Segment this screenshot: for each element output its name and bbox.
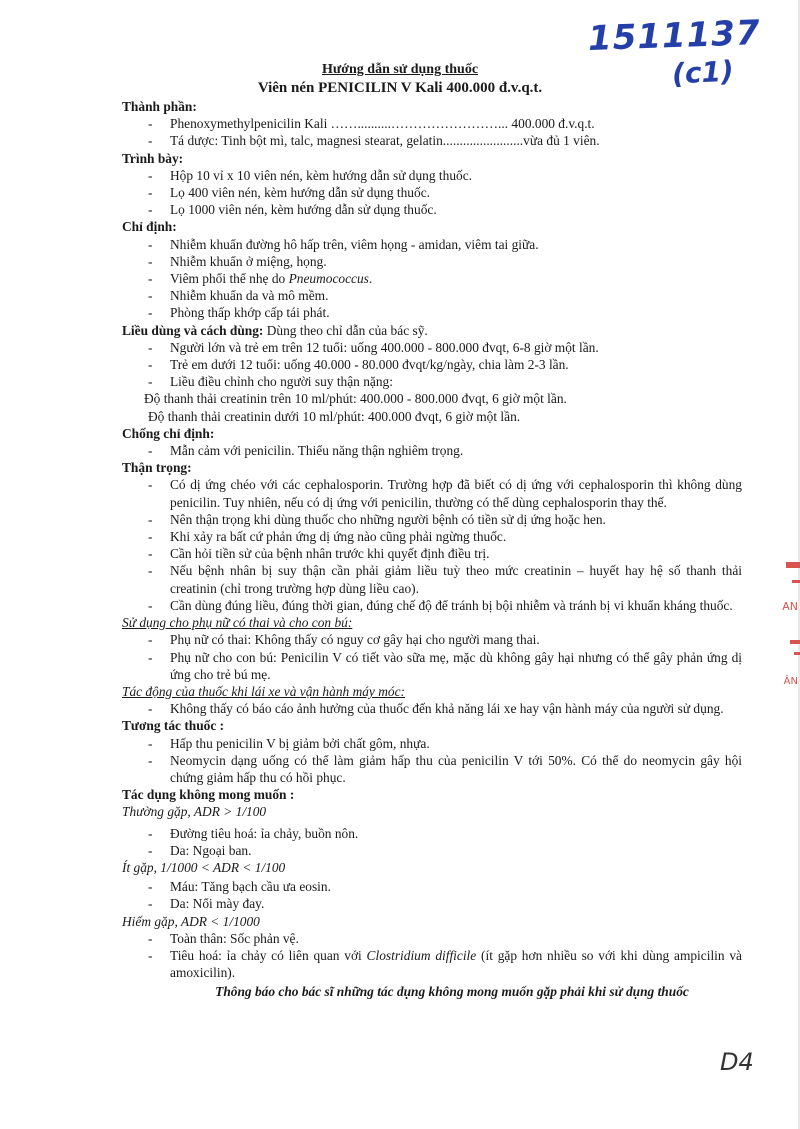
list-item: - Mẫn cảm với penicilin. Thiểu năng thận nghiêm trọng. [122, 442, 742, 459]
list-item: - Phụ nữ có thai: Không thấy có nguy cơ gây hại cho người mang thai. [122, 631, 742, 648]
contraindications-list [122, 442, 742, 459]
adverse-uncommon-label: Ít gặp, 1/1000 < ADR < 1/100 [122, 859, 286, 875]
adverse-common-label: Thường gặp, ADR > 1/100 [122, 804, 267, 820]
list-item: - Máu: Tăng bạch cầu ưa eosin. [122, 878, 742, 895]
dosage-heading: Liều dùng và cách dùng: [122, 322, 264, 338]
driving-list [122, 700, 742, 717]
list-item: - Trẻ em dưới 12 tuổi: uống 40.000 - 80.000 đvqt/kg/ngày, chia làm 2-3 lần. [122, 356, 742, 373]
list-item: - Neomycin dạng uống có thể làm giảm hấp thu của penicilin V tới 50%. Có thể do neomycin gây hội chứng giảm hấp thu có hồi phục. [122, 752, 742, 786]
list-item: - Liều điều chỉnh cho người suy thận nặng: [122, 373, 742, 390]
interactions-list [122, 735, 742, 787]
list-item: - Nhiễm khuẩn da và mô mềm. [122, 287, 742, 304]
list-item: - Tá dược: Tinh bột mì, talc, magnesi stearat, gelatin........................vừa đủ 1 viên. [122, 132, 742, 149]
adverse-rare-list [122, 930, 742, 982]
list-item [122, 270, 742, 287]
document-title: Hướng dẫn sử dụng thuốc [321, 62, 479, 77]
dosage-list [122, 339, 742, 391]
list-item: - Hấp thu penicilin V bị giảm bởi chất gôm, nhựa. [122, 735, 742, 752]
presentation-list [122, 167, 742, 219]
list-item-rest: (ít gặp hơn nhiều so với khi dùng ampicilin và amoxicilin). [170, 947, 742, 981]
precautions-heading: Thận trọng: [122, 460, 192, 476]
list-item: - Cần dùng đúng liều, đúng thời gian, đúng chế độ để tránh bị bội nhiễm và tránh bị vi khuẩn kháng thuốc. [122, 597, 742, 614]
list-item-text: Viêm phổi thể nhẹ do [170, 271, 289, 287]
document-subtitle: Viên nén PENICILIN V Kali 400.000 đ.v.q.t. [257, 80, 543, 96]
list-item: - Da: Ngoại ban. [122, 842, 742, 859]
doctor-notice: Thông báo cho bác sĩ những tác dụng không mong muốn gặp phải khi sử dụng thuốc [215, 984, 689, 1000]
precautions-list [122, 476, 742, 614]
list-item: - Phòng thấp khớp cấp tái phát. [122, 304, 742, 321]
stamp-mark [794, 652, 800, 655]
pneumococcus-term: Pneumococcus [288, 271, 369, 287]
list-item: - Người lớn và trẻ em trên 12 tuổi: uống 400.000 - 800.000 đvqt, 6-8 giờ một lần. [122, 339, 742, 356]
dosage-heading-rest: Dùng theo chỉ dẫn của bác sỹ. [263, 322, 428, 338]
list-item: - Đường tiêu hoá: ỉa chảy, buồn nôn. [122, 825, 742, 842]
adverse-uncommon-list [122, 878, 742, 912]
list-item: - Có dị ứng chéo với các cephalosporin. Trường hợp đã biết có dị ứng với cephalosporin thì không dùng penicilin. Tuy nhiên, nếu có dị ứng với penicilin, thường có thể dùng cephalosporin thay thế. [122, 476, 742, 510]
leaflet-body [122, 98, 742, 1001]
list-item: - Nhiễm khuẩn đường hô hấp trên, viêm họng - amidan, viêm tai giữa. [122, 236, 742, 253]
indications-heading: Chỉ định: [122, 219, 177, 235]
pregnancy-heading: Sử dụng cho phụ nữ có thai và cho con bú: [122, 615, 353, 631]
renal-line: Độ thanh thải creatinin dưới 10 ml/phút: 400.000 đvqt, 6 giờ một lần. [148, 408, 521, 424]
list-item: - Nên thận trọng khi dùng thuốc cho những người bệnh có tiền sử dị ứng hoặc hen. [122, 511, 742, 528]
handwritten-code: 1511137 [587, 13, 762, 59]
clostridium-term: Clostridium difficile [366, 947, 477, 963]
stamp-mark [792, 580, 800, 583]
list-item: - Nếu bệnh nhân bị suy thận cần phải giảm liều tuỳ theo mức creatinin – huyết hay hệ số thanh thải creatinin (chỉ trong trường hợp dùng liều cao). [122, 562, 742, 596]
list-item: - Lọ 1000 viên nén, kèm hướng dẫn sử dụng thuốc. [122, 201, 742, 218]
renal-line: Độ thanh thải creatinin trên 10 ml/phút: 400.000 - 800.000 đvqt, 6 giờ một lần. [144, 391, 567, 407]
list-item-text: Tiêu hoá: ỉa chảy có liên quan với [170, 947, 367, 963]
pregnancy-list [122, 631, 742, 683]
composition-heading: Thành phần: [122, 99, 197, 114]
stamp-fragment: AN [782, 600, 798, 613]
stamp-fragment: ÂN [783, 676, 798, 687]
stamp-mark [786, 562, 800, 568]
handwritten-note: (c1) [671, 54, 735, 91]
dosage-heading-line [122, 322, 742, 339]
indications-list [122, 236, 742, 322]
list-item: - Da: Nổi mày đay. [122, 895, 742, 912]
stamp-mark [790, 640, 800, 644]
list-item: - Nhiễm khuẩn ở miệng, họng. [122, 253, 742, 270]
interactions-heading: Tương tác thuốc : [122, 718, 225, 734]
list-item: - Phụ nữ cho con bú: Penicilin V có tiết vào sữa mẹ, mặc dù không gây hại nhưng có thể gây phản ứng dị ứng cho trẻ bú mẹ. [122, 649, 742, 683]
adverse-heading: Tác dụng không mong muốn : [122, 787, 295, 803]
contraindications-heading: Chống chỉ định: [122, 425, 215, 441]
adverse-rare-label: Hiếm gặp, ADR < 1/1000 [122, 913, 260, 929]
list-item: - Không thấy có báo cáo ảnh hưởng của thuốc đến khả năng lái xe hay vận hành máy của người sử dụng. [122, 700, 742, 717]
presentation-heading: Trình bày: [122, 150, 184, 166]
handwritten-initials: D4 [720, 1048, 754, 1076]
driving-heading: Tác động của thuốc khi lái xe và vận hành máy móc: [122, 683, 405, 699]
adverse-common-list [122, 825, 742, 859]
list-item: - Phenoxymethylpenicilin Kali ……..........……………………... 400.000 đ.v.q.t. [122, 115, 742, 132]
list-item: - Khi xảy ra bất cứ phản ứng dị ứng nào cũng phải ngừng thuốc. [122, 528, 742, 545]
list-item [122, 947, 742, 981]
list-item: - Cần hỏi tiền sử của bệnh nhân trước khi quyết định điều trị. [122, 545, 742, 562]
composition-list [122, 115, 742, 149]
list-item: - Hộp 10 vỉ x 10 viên nén, kèm hướng dẫn sử dụng thuốc. [122, 167, 742, 184]
list-item-end: . [368, 271, 373, 287]
list-item: - Lọ 400 viên nén, kèm hướng dẫn sử dụng thuốc. [122, 184, 742, 201]
list-item: - Toàn thân: Sốc phản vệ. [122, 930, 742, 947]
